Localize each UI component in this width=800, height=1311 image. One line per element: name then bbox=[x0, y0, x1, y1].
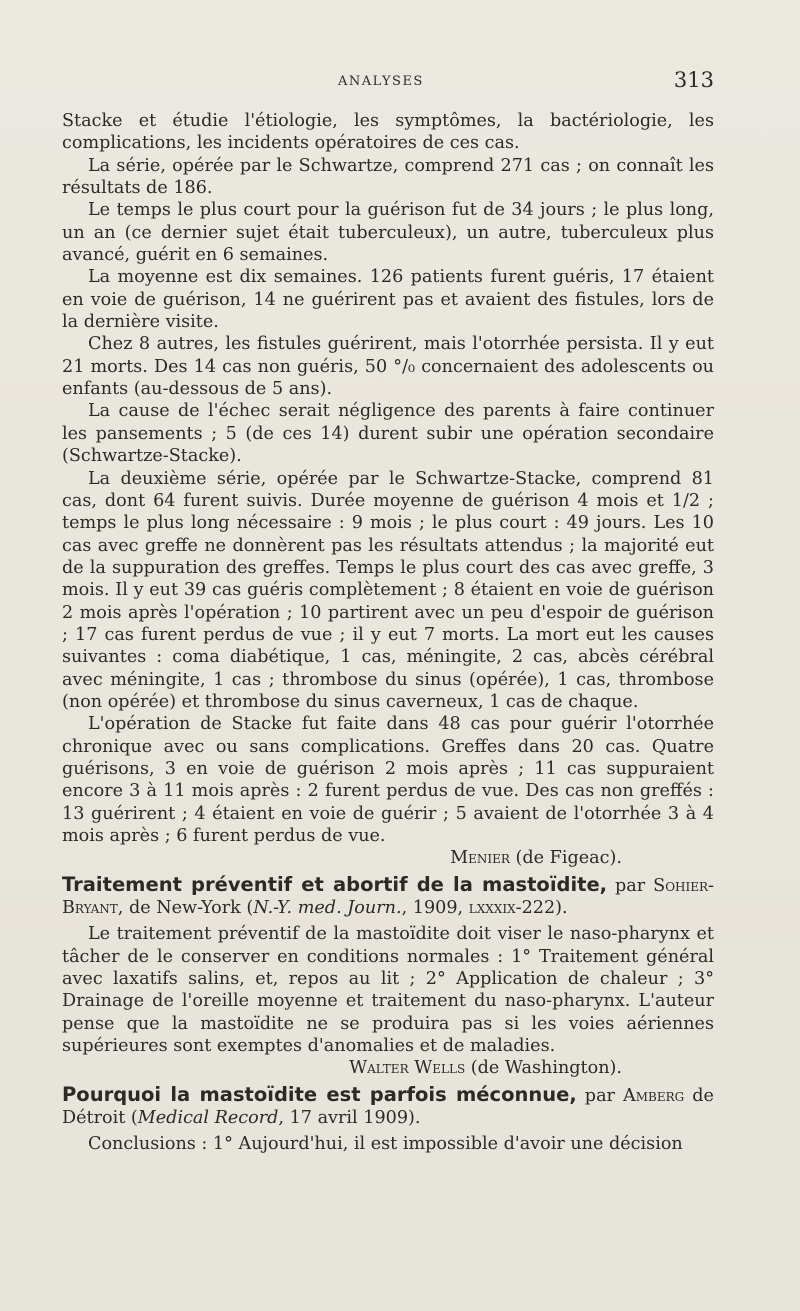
signature-place: (de Washington). bbox=[465, 1058, 622, 1079]
section-title: Traitement préventif et abortif de la mastoïdite, bbox=[62, 872, 608, 896]
signature bbox=[62, 847, 714, 869]
section-author: Amberg bbox=[623, 1085, 685, 1106]
journal-name: Medical Record bbox=[137, 1108, 279, 1129]
section-author: Sohier-Bryant bbox=[62, 875, 714, 919]
paragraph: La série, opérée par le Schwartze, comprend 271 cas ; on connaît les résultats de 186. bbox=[62, 155, 714, 199]
section-heading: Traitement préventif et abortif de la mastoïdite, par Sohier-Bryant, de New-York (N.-Y. med. Journ., 1909, lxxxix-222). bbox=[62, 872, 714, 919]
paragraph: La deuxième série, opérée par le Schwartze-Stacke, comprend 81 cas, dont 64 furent suivis. Durée moyenne de guérison 4 mois et 1/2 ; temps le plus long nécessaire : 9 mois ; le plus court : 49 jours. Les 10 cas avec greffe ne donnèrent pas les résultats attendus ; la majorité eut de la suppuration des greffes. Temps le plus court des cas avec greffe, 3 mois. Il y eut 39 cas guéris complètement ; 8 étaient en voie de guérison 2 mois après l'opération ; 10 partirent avec un peu d'espoir de guérison ; 17 cas furent perdus de vue ; il y eut 7 morts. La mort eut les causes suivantes : coma diabétique, 1 cas, méningite, 2 cas, abcès cérébral avec méningite, 1 cas ; thrombose du sinus (opérée), 1 cas, thrombose (non opérée) et thrombose du sinus caverneux, 1 cas de chaque. bbox=[62, 468, 714, 712]
paragraph: Conclusions : 1° Aujourd'hui, il est impossible d'avoir une décision bbox=[88, 1134, 683, 1155]
signature-name: Walter Wells bbox=[349, 1058, 466, 1079]
paragraph: La moyenne est dix semaines. 126 patients furent guéris, 17 étaient en voie de guérison, 14 ne guérirent pas et avaient des fistules, lors de la dernière visite. bbox=[62, 267, 714, 333]
section-heading: Pourquoi la mastoïdite est parfois méconnue, par Amberg de Détroit (Medical Record, 17 avril 1909). bbox=[62, 1082, 714, 1129]
page-body bbox=[62, 110, 714, 1156]
paragraph: La cause de l'échec serait négligence des parents à faire continuer les pansements ; 5 (de ces 14) durent subir une opération secondaire (Schwartze-Stacke). bbox=[62, 401, 714, 467]
section-title: Pourquoi la mastoïdite est parfois méconnue, bbox=[62, 1082, 577, 1106]
volume: lxxxix bbox=[468, 898, 516, 919]
paragraph: Stacke et étudie l'étiologie, les symptômes, la bactériologie, les complications, les incidents opératoires de ces cas. bbox=[62, 111, 714, 154]
paragraph: Le temps le plus court pour la guérison fut de 34 jours ; le plus long, un an (ce dernier sujet était tuberculeux), un autre, tuberculeux plus avancé, guérit en 6 semaines. bbox=[62, 200, 714, 266]
paragraph: L'opération de Stacke fut faite dans 48 cas pour guérir l'otorrhée chronique avec ou sans complications. Greffes dans 20 cas. Quatre guérisons, 3 en voie de guérison 2 mois après ; 11 cas suppuraient encore 3 à 11 mois après : 2 furent perdus de vue. Des cas non greffés : 13 guérirent ; 4 étaient en voie de guérir ; 5 avaient de l'otorrhée 3 à 4 mois après ; 6 furent perdus de vue. bbox=[62, 714, 714, 846]
journal-name: N.-Y. med. Journ. bbox=[253, 898, 402, 919]
running-head: ANALYSES bbox=[338, 74, 424, 89]
paragraph: Le traitement préventif de la mastoïdite doit viser le naso-pharynx et tâcher de le conserver en conditions normales : 1° Traitement général avec laxatifs salins, et, repos au lit ; 2° Application de chaleur ; 3° Drainage de l'oreille moyenne et traitement du naso-pharynx. L'auteur pense que la mastoïdite ne se produira pas si les voies aériennes supérieures sont exemptes d'anomalies et de maladies. bbox=[62, 924, 714, 1057]
signature-name: Menier bbox=[450, 848, 510, 869]
paragraph: Chez 8 autres, les fistules guérirent, mais l'otorrhée persista. Il y eut 21 morts. Des 14 cas non guéris, 50 °/₀ concernaient des adolescents ou enfants (au-dessous de 5 ans). bbox=[62, 334, 714, 400]
page-number: 313 bbox=[673, 68, 714, 92]
page-header bbox=[64, 68, 714, 98]
signature-place: (de Figeac). bbox=[509, 848, 622, 869]
signature bbox=[62, 1057, 714, 1079]
